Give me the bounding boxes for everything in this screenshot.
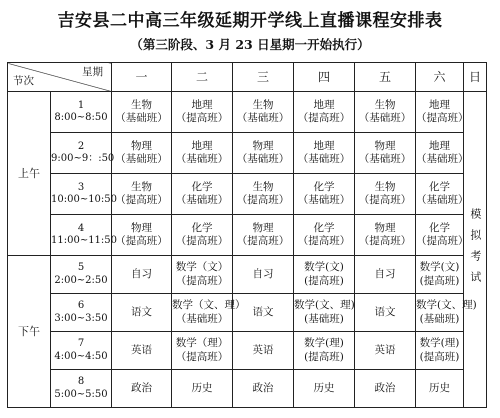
course-level: （基础班） <box>297 194 351 206</box>
course-cell <box>416 332 464 370</box>
course-subject: 化学 <box>313 221 335 234</box>
course-cell <box>294 256 355 294</box>
corner-weekday-label: 星期 <box>82 66 103 78</box>
course-subject: 语文 <box>131 305 152 318</box>
course-subject: 数学(文) <box>419 261 460 274</box>
period-time: 8:00~8:50 <box>54 112 108 123</box>
period-time: 4:00~4:50 <box>54 350 108 362</box>
course-subject: 地理 <box>191 98 213 111</box>
course-level: （提高班） <box>416 235 469 247</box>
period-row <box>8 92 487 133</box>
course-cell <box>112 133 172 174</box>
period-row <box>8 174 487 215</box>
period-row <box>8 256 487 294</box>
course-cell <box>416 92 469 133</box>
course-cell <box>172 174 233 215</box>
course-level: （基础班） <box>416 153 469 165</box>
course-subject: 地理 <box>313 98 335 111</box>
course-cell <box>294 174 355 215</box>
course-cell <box>172 92 233 133</box>
section-afternoon: 下午 <box>8 256 51 408</box>
course-cell <box>355 92 416 133</box>
course-cell <box>172 370 233 408</box>
course-cell <box>112 256 172 294</box>
period-cell <box>51 370 112 408</box>
period-time: 11:00~11:50 <box>51 235 118 246</box>
course-subject: 数学（理） <box>175 337 229 350</box>
course-level: （基础班） <box>175 312 229 325</box>
course-cell <box>233 133 294 174</box>
period-row <box>8 294 487 332</box>
course-subject: 物理 <box>374 221 396 234</box>
period-number: 8 <box>77 376 85 387</box>
course-level: （提高班） <box>358 235 412 247</box>
course-level: （提高班） <box>115 194 168 206</box>
course-subject: 英语 <box>374 343 396 356</box>
period-row <box>8 332 487 370</box>
course-subject: 数学（文） <box>175 261 229 274</box>
course-subject: 物理 <box>252 221 274 234</box>
period-number: 6 <box>77 300 85 311</box>
course-subject: 数学(理) <box>304 337 344 350</box>
course-level: （提高班） <box>236 194 290 206</box>
course-level: (提高班) <box>304 274 344 287</box>
course-subject: 化学 <box>191 221 213 234</box>
course-cell <box>294 294 355 332</box>
course-cell <box>112 332 172 370</box>
day-header: 三 <box>233 63 294 92</box>
corner-period-label: 节次 <box>13 74 34 87</box>
course-subject: 生物 <box>252 180 274 193</box>
course-level: （提高班） <box>297 235 351 247</box>
course-subject: 地理 <box>429 98 450 111</box>
course-cell <box>233 174 294 215</box>
period-time: 3:00~3:50 <box>54 312 108 324</box>
course-cell <box>355 133 416 174</box>
course-subject: 数学(文、理) <box>416 299 477 312</box>
course-subject: 自习 <box>252 267 274 280</box>
course-subject: 地理 <box>191 139 213 152</box>
course-level: (提高班) <box>304 350 344 363</box>
course-level: （基础班） <box>236 153 290 165</box>
course-cell <box>112 294 172 332</box>
course-level: （基础班） <box>175 153 229 165</box>
section-morning: 上午 <box>8 92 51 256</box>
period-cell <box>51 215 118 256</box>
course-level: （基础班） <box>115 153 168 165</box>
course-level: （基础班） <box>175 194 229 206</box>
course-subject: 历史 <box>191 381 213 394</box>
course-subject: 地理 <box>429 139 450 152</box>
course-level: (基础班) <box>304 312 344 325</box>
course-level: （提高班） <box>416 112 469 124</box>
course-subject: 生物 <box>131 180 152 193</box>
course-cell <box>355 294 416 332</box>
course-cell <box>355 332 416 370</box>
course-subject: 自习 <box>374 267 396 280</box>
course-level: （基础班） <box>115 112 168 124</box>
header-row <box>8 63 487 92</box>
course-level: （提高班） <box>175 235 229 247</box>
course-cell <box>355 174 416 215</box>
course-cell <box>172 256 233 294</box>
course-subject: 化学 <box>191 180 213 193</box>
course-subject: 数学(文、理) <box>294 299 355 312</box>
period-number: 3 <box>77 181 85 193</box>
course-subject: 生物 <box>374 180 396 193</box>
course-cell <box>233 215 294 256</box>
day-header: 日 <box>464 63 487 92</box>
course-cell <box>112 215 172 256</box>
period-row <box>8 215 487 256</box>
sunday-cell <box>464 92 487 408</box>
period-number: 4 <box>77 222 85 234</box>
course-subject: 历史 <box>313 381 335 394</box>
course-cell <box>233 92 294 133</box>
course-subject: 化学 <box>313 180 335 193</box>
period-time: 5:00~5:50 <box>54 388 108 400</box>
course-subject: 化学 <box>429 221 450 234</box>
day-header: 一 <box>112 63 172 92</box>
course-cell <box>233 332 294 370</box>
course-subject: 化学 <box>429 180 450 193</box>
course-cell <box>355 215 416 256</box>
course-level: （提高班） <box>297 112 351 124</box>
course-subject: 物理 <box>252 139 274 152</box>
course-level: （基础班） <box>358 153 412 165</box>
course-subject: 数学（文、理） <box>172 299 246 312</box>
course-subject: 语文 <box>374 305 396 318</box>
course-subject: 语文 <box>252 305 274 318</box>
course-level: (提高班) <box>419 350 460 363</box>
course-subject: 数学(文) <box>304 261 344 274</box>
course-cell <box>233 370 294 408</box>
period-number: 5 <box>77 262 85 273</box>
course-subject: 地理 <box>313 139 335 152</box>
course-level: (提高班) <box>419 274 460 287</box>
course-subject: 物理 <box>131 139 152 152</box>
course-subject: 英语 <box>252 343 274 356</box>
course-cell <box>294 133 355 174</box>
course-subject: 生物 <box>131 98 152 111</box>
course-subject: 政治 <box>374 381 396 394</box>
course-cell <box>355 256 416 294</box>
course-cell <box>294 215 355 256</box>
course-level: （基础班） <box>236 112 290 124</box>
course-level: （基础班） <box>416 194 469 206</box>
period-row <box>8 133 487 174</box>
course-subject: 政治 <box>252 381 274 394</box>
schedule-table <box>7 62 487 408</box>
course-subject: 数学(理) <box>419 337 460 350</box>
course-cell <box>294 370 355 408</box>
period-row <box>8 370 487 408</box>
period-cell <box>51 174 118 215</box>
corner-cell <box>8 63 112 92</box>
period-number: 1 <box>77 99 85 111</box>
period-time: 10:00~10:50 <box>51 194 118 205</box>
course-level: （提高班） <box>175 112 229 124</box>
course-cell <box>416 215 469 256</box>
course-subject: 自习 <box>131 267 152 280</box>
page-subtitle: （第三阶段、3 月 23 日星期一开始执行） <box>130 37 370 52</box>
course-cell <box>294 92 355 133</box>
period-cell <box>51 92 112 133</box>
course-cell <box>416 133 469 174</box>
course-cell <box>416 256 464 294</box>
course-level: (基础班) <box>419 312 460 325</box>
course-cell <box>172 332 233 370</box>
period-number: 7 <box>77 338 85 349</box>
course-subject: 生物 <box>374 98 396 111</box>
course-level: （提高班） <box>115 235 168 247</box>
course-level: （基础班） <box>297 153 351 165</box>
course-level: （基础班） <box>358 112 412 124</box>
course-subject: 物理 <box>374 139 396 152</box>
course-cell <box>416 294 477 332</box>
day-header: 五 <box>355 63 416 92</box>
course-subject: 物理 <box>131 221 152 234</box>
course-subject: 英语 <box>131 343 152 356</box>
period-cell <box>51 294 112 332</box>
period-time: 9:00~9：:50 <box>51 153 115 164</box>
period-cell <box>51 133 115 174</box>
day-header: 二 <box>172 63 233 92</box>
course-level: （提高班） <box>175 274 229 287</box>
period-cell <box>51 332 112 370</box>
course-cell <box>294 332 355 370</box>
course-cell <box>172 215 233 256</box>
day-header: 四 <box>294 63 355 92</box>
course-level: （提高班） <box>358 194 412 206</box>
course-subject: 生物 <box>252 98 274 111</box>
course-level: （提高班） <box>236 235 290 247</box>
period-time: 2:00~2:50 <box>54 274 108 286</box>
course-cell <box>233 256 294 294</box>
course-cell <box>112 92 172 133</box>
course-subject: 历史 <box>429 381 450 394</box>
course-cell <box>112 174 172 215</box>
page-title: 吉安县二中高三年级延期开学线上直播课程安排表 <box>57 11 443 31</box>
day-header: 六 <box>416 63 464 92</box>
course-subject: 政治 <box>131 381 152 394</box>
sunday-exam-label: 模拟考试 <box>468 207 482 292</box>
course-cell <box>112 370 172 408</box>
course-cell <box>355 370 416 408</box>
course-cell <box>416 174 469 215</box>
period-cell <box>51 256 112 294</box>
course-level: （提高班） <box>175 350 229 363</box>
course-cell <box>416 370 464 408</box>
course-cell <box>172 294 246 332</box>
period-number: 2 <box>77 140 85 152</box>
course-cell <box>172 133 233 174</box>
